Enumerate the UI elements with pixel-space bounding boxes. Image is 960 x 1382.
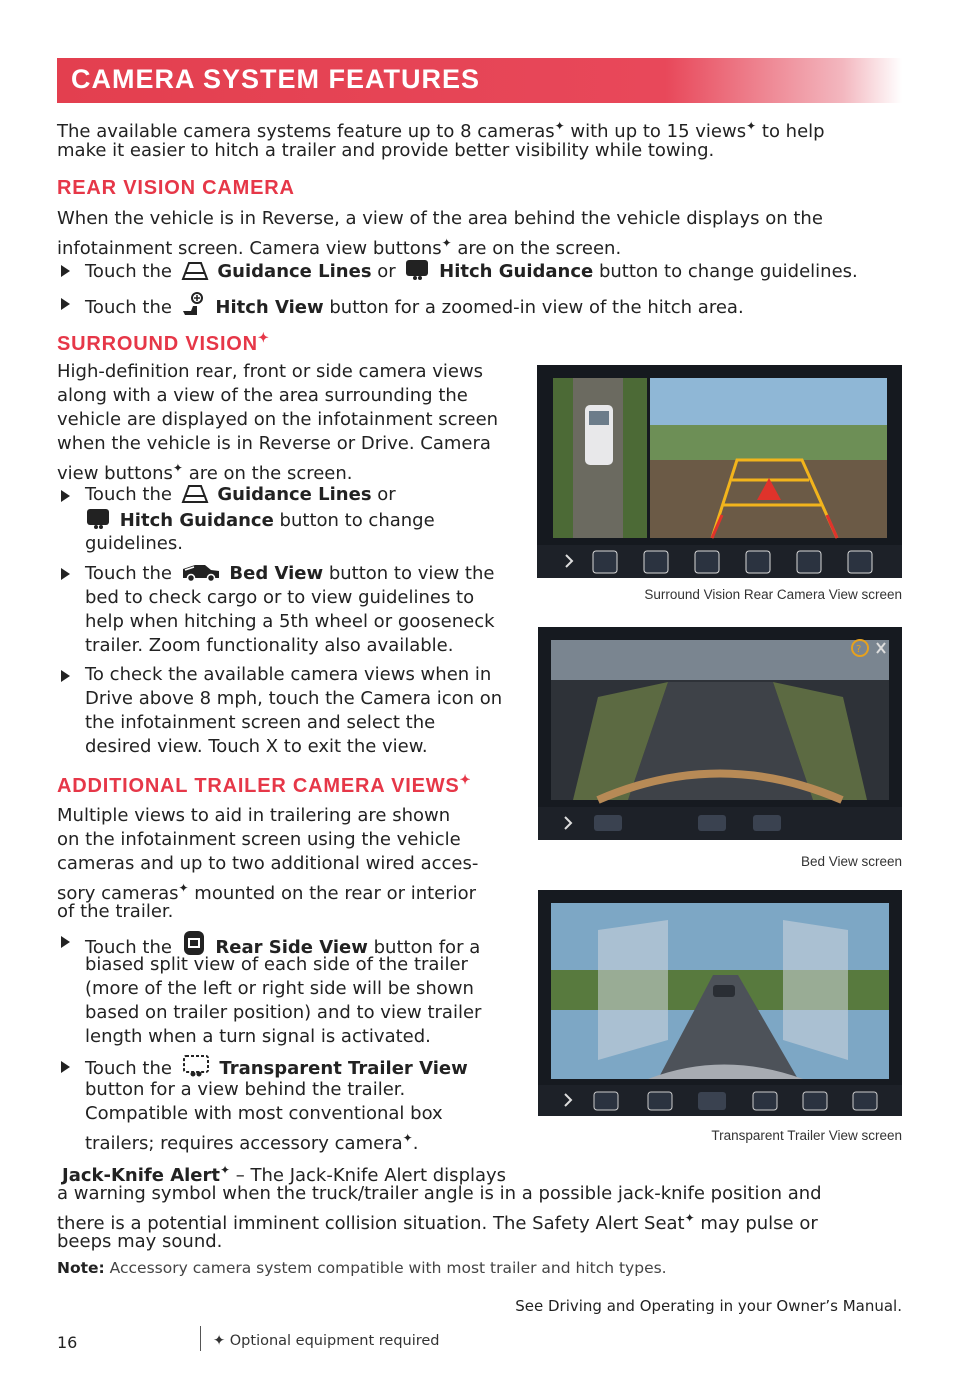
surround-vision-caption: Surround Vision Rear Camera View screen [644, 587, 902, 602]
guidance-lines-icon [181, 261, 209, 281]
surround-bullet-1-cont2: guidelines. [85, 533, 183, 554]
rear-line-2: infotainment screen. Camera view buttons✦ are on the screen. [57, 236, 622, 259]
surround-vision-heading: SURROUND VISION✦ [57, 330, 270, 355]
trailer-bullet-2: Touch the Transparent Trailer View [85, 1054, 468, 1082]
surround-bullet-1-cont: Hitch Guidance button to change [85, 508, 435, 534]
bullet-arrow [61, 298, 70, 310]
trailer-line-5: of the trailer. [57, 901, 174, 922]
transparent-trailer-view-screen-image [538, 890, 902, 1116]
trailer-bullet-1-l4: based on trailer position) and to view trailer [85, 1002, 482, 1023]
hitch-view-icon [181, 291, 207, 317]
surround-line-3: vehicle are displayed on the infotainment screen [57, 409, 499, 430]
surround-line-4: when the vehicle is in Reverse or Drive. Camera [57, 433, 491, 454]
trailer-bullet-2-l4: trailers; requires accessory camera✦. [85, 1131, 419, 1154]
rear-line-1: When the vehicle is in Reverse, a view of the area behind the vehicle displays on the [57, 208, 823, 229]
jackknife-line-3: there is a potential imminent collision situation. The Safety Alert Seat✦ may pulse or [57, 1211, 818, 1234]
svg-text:?: ? [856, 644, 862, 655]
bullet-arrow [61, 936, 70, 948]
bullet-arrow [61, 490, 70, 502]
bed-view-illustration [538, 627, 902, 840]
surround-bullet-1: Touch the Guidance Lines or [85, 484, 396, 505]
jackknife-line-1: Jack-Knife Alert✦ – The Jack-Knife Alert displays [62, 1163, 507, 1186]
bullet-arrow [61, 568, 70, 580]
rear-vision-heading: REAR VISION CAMERA [57, 177, 295, 199]
bullet-arrow [61, 1061, 70, 1073]
trailer-bullet-1-l2: biased split view of each side of the trailer [85, 954, 468, 975]
bullet-arrow [61, 670, 70, 682]
trailer-bullet-2-l2: button for a view behind the trailer. [85, 1079, 406, 1100]
trailer-line-3: cameras and up to two additional wired acces- [57, 853, 479, 874]
trailer-bullet-1-l5: length when a turn signal is activated. [85, 1026, 431, 1047]
surround-bullet-2-l2: bed to check cargo or to view guidelines to [85, 587, 475, 608]
trailer-bullet-1: Touch the Rear Side View button for a [85, 929, 480, 961]
footnote: ✦ Optional equipment required [213, 1333, 440, 1349]
surround-bullet-2-l3: help when hitching a 5th wheel or gooseneck [85, 611, 495, 632]
transparent-trailer-view-illustration [538, 890, 902, 1116]
jackknife-line-2: a warning symbol when the truck/trailer angle is in a possible jack-knife position and [57, 1183, 822, 1204]
footer-divider [200, 1326, 201, 1351]
surround-vision-illustration [537, 365, 902, 578]
trailer-camera-heading: ADDITIONAL TRAILER CAMERA VIEWS✦ [57, 772, 472, 797]
intro-line-2: make it easier to hitch a trailer and provide better visibility while towing. [57, 140, 715, 161]
section-banner [57, 58, 902, 103]
section-title: CAMERA SYSTEM FEATURES [71, 64, 481, 94]
transparent-trailer-caption: Transparent Trailer View screen [711, 1128, 902, 1143]
trailer-bullet-2-l3: Compatible with most conventional box [85, 1103, 443, 1124]
rear-bullet-2: Touch the Hitch View button for a zoomed-in view of the hitch area. [85, 291, 744, 321]
rear-bullet-1: Touch the Guidance Lines or Hitch Guidance button to change guidelines. [85, 261, 858, 282]
surround-line-5: view buttons✦ are on the screen. [57, 461, 353, 484]
bed-view-caption: Bed View screen [800, 854, 902, 869]
surround-bullet-3-l3: the infotainment screen and select the [85, 712, 436, 733]
surround-bullet-3-l2: Drive above 8 mph, touch the Camera icon on [85, 688, 503, 709]
note: Note: Accessory camera system compatible with most trailer and hitch types. [57, 1259, 667, 1277]
trailer-bullet-1-l3: (more of the left or right side will be shown [85, 978, 474, 999]
owners-manual-reference: See Driving and Operating in your Owner’s Manual. [515, 1297, 902, 1315]
surround-line-2: along with a view of the area surrounding the [57, 385, 468, 406]
trailer-line-1: Multiple views to aid in trailering are shown [57, 805, 451, 826]
jackknife-line-4: beeps may sound. [57, 1231, 223, 1252]
optional-dagger: ✦ [554, 119, 565, 133]
surround-vision-screen-image [537, 365, 902, 578]
trailer-line-2: on the infotainment screen using the vehicle [57, 829, 461, 850]
trailer-line-4: sory cameras✦ mounted on the rear or interior [57, 881, 477, 904]
intro-line-1: The available camera systems feature up to 8 cameras✦ with up to 15 views✦ to help [57, 119, 825, 142]
surround-line-1: High-definition rear, front or side camera views [57, 361, 484, 382]
guidance-lines-icon [181, 484, 209, 504]
bed-view-icon [181, 561, 221, 583]
bullet-arrow [61, 265, 70, 277]
hitch-guidance-icon [85, 508, 111, 530]
page-number: 16 [57, 1333, 78, 1352]
transparent-trailer-view-icon [181, 1054, 211, 1078]
surround-bullet-2-l4: trailer. Zoom functionality also available. [85, 635, 454, 656]
surround-bullet-3-l4: desired view. Touch X to exit the view. [85, 736, 428, 757]
hitch-guidance-icon [404, 259, 430, 281]
bed-view-screen-image [538, 627, 902, 840]
surround-bullet-3-l1: To check the available camera views when in [85, 664, 492, 685]
surround-bullet-2: Touch the Bed View button to view the [85, 563, 495, 584]
